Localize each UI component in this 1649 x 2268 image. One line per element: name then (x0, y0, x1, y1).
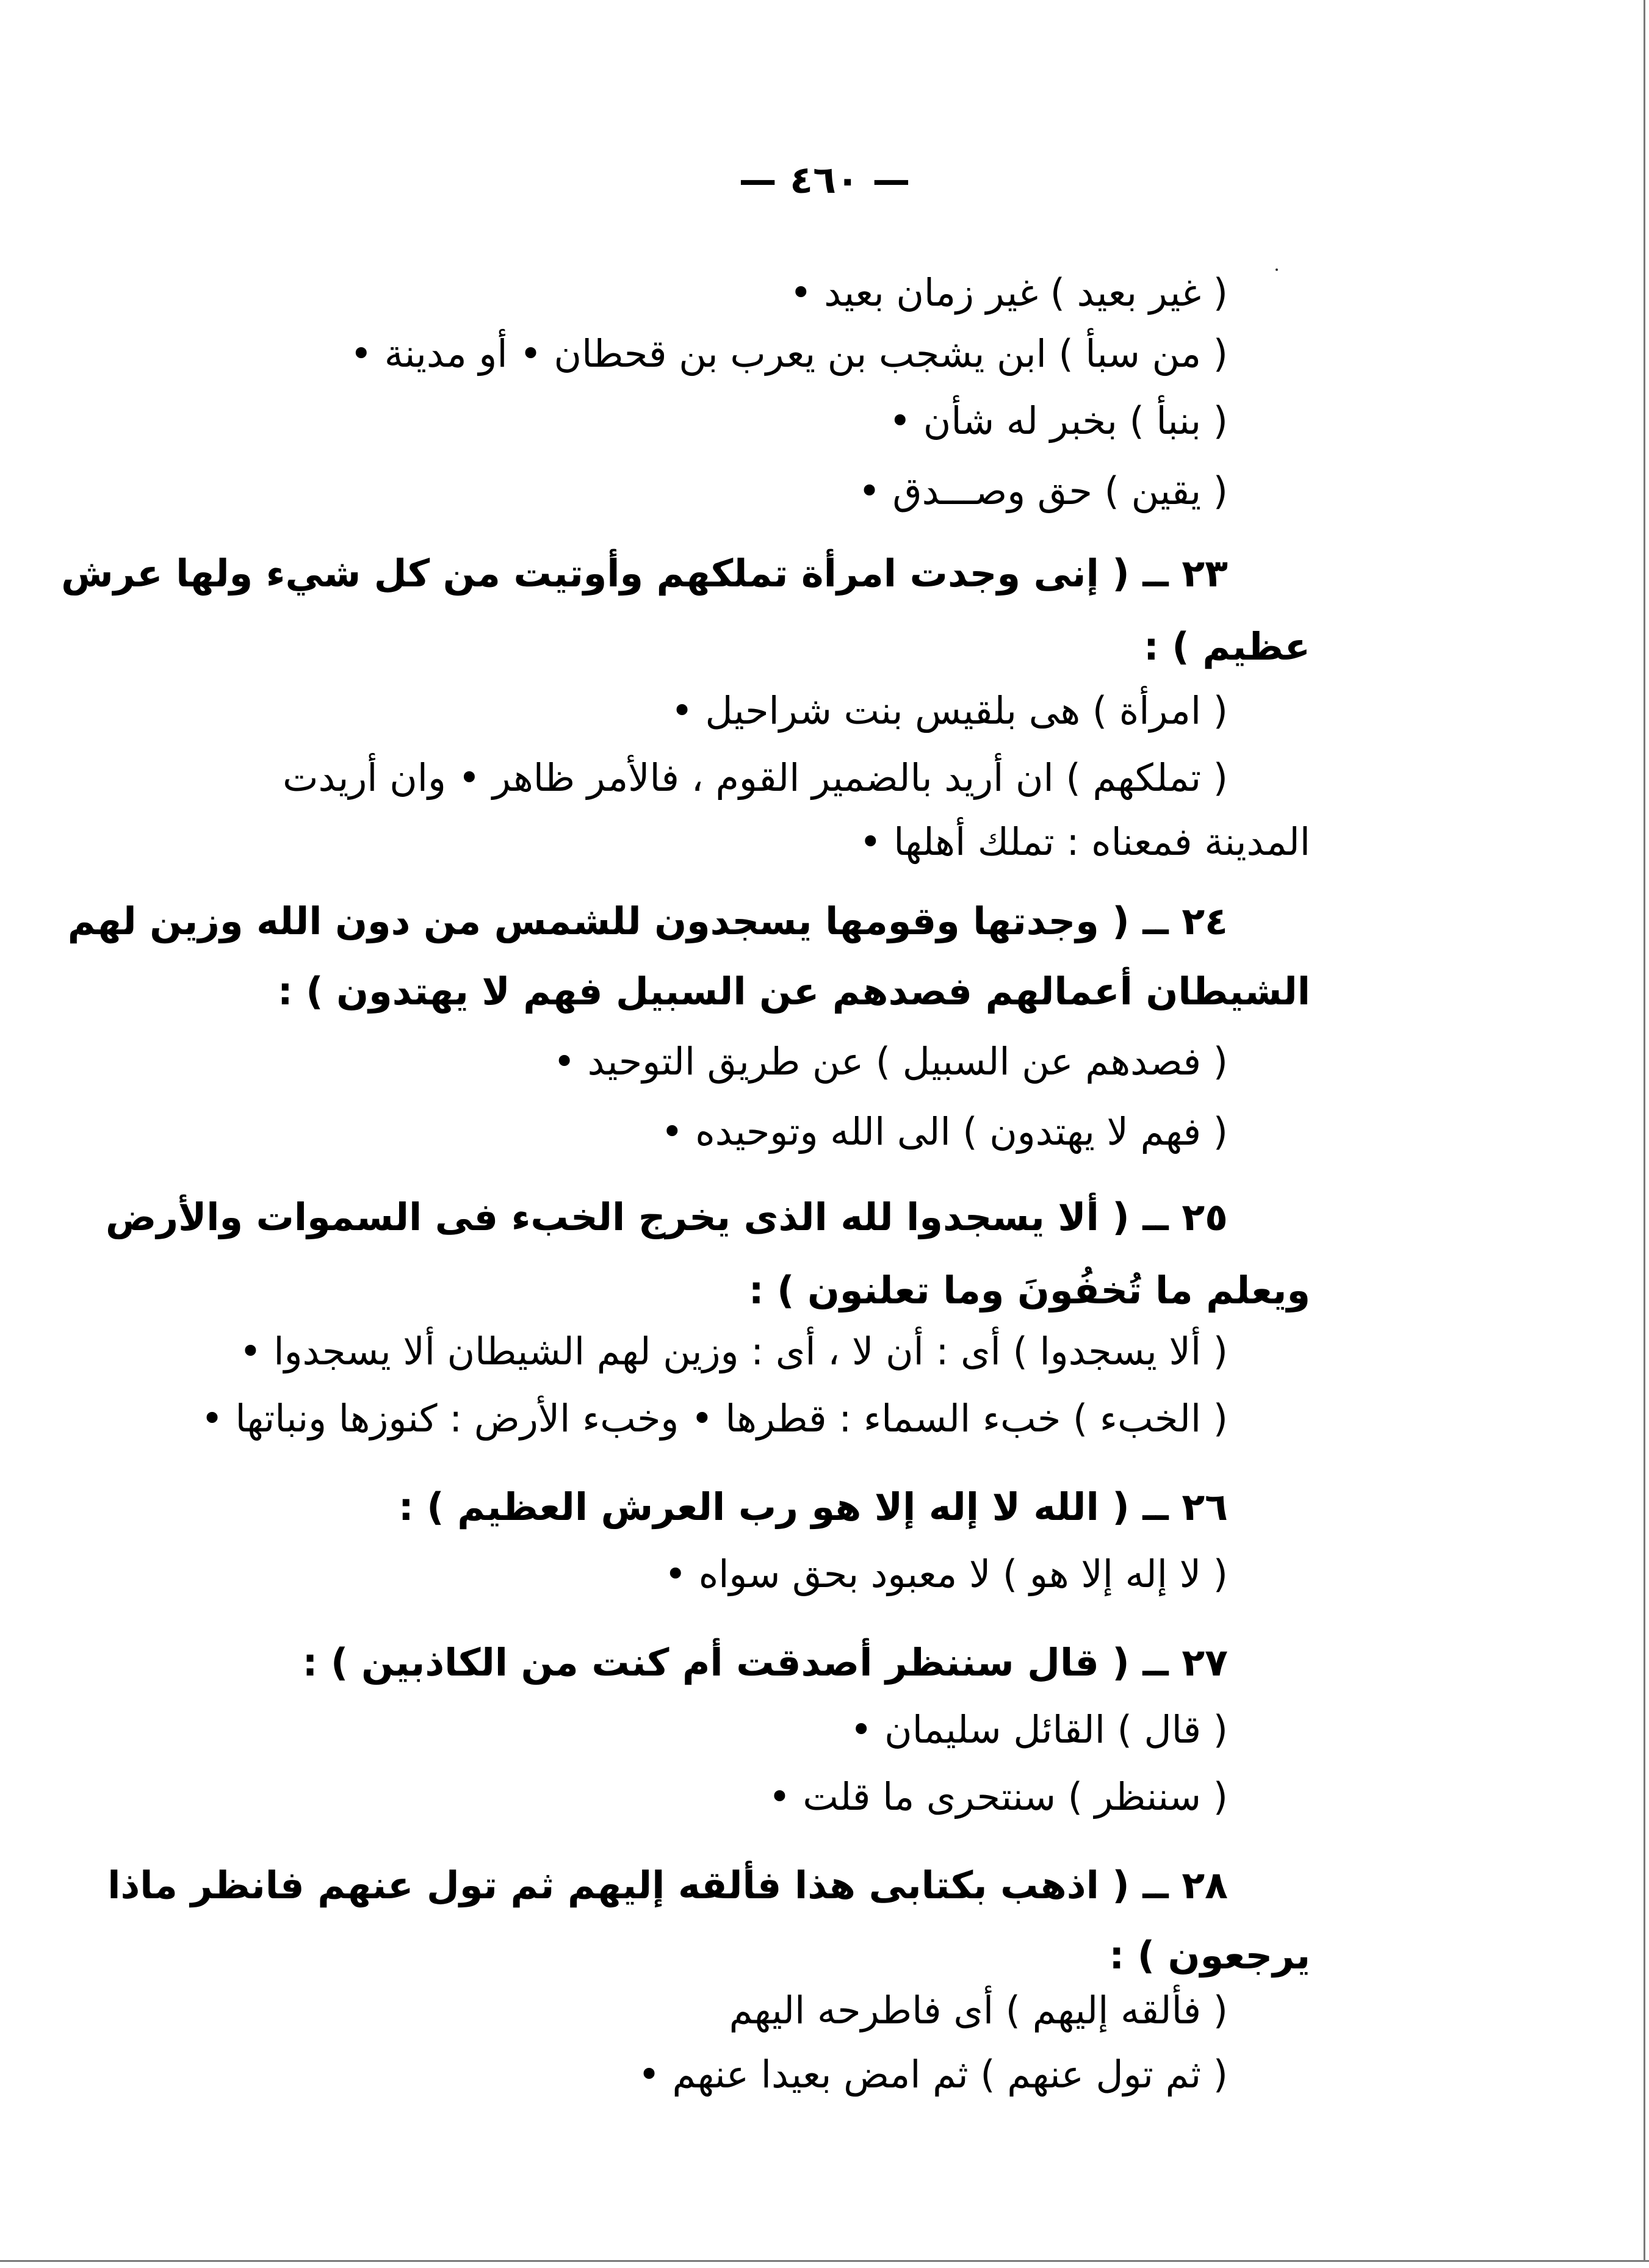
verse-line: ٢٦ ــ ( الله لا إله إلا هو رب العرش العظيم ) : (398, 1485, 1228, 1529)
verse-line: ويعلم ما تُخفُونَ وما تعلنون ) : (748, 1268, 1310, 1312)
gloss-line: ( غير بعيد ) غير زمان بعيد • (790, 270, 1228, 315)
verse-line: يرجعون ) : (1109, 1933, 1310, 1978)
gloss-line: ( تملكهم ) ان أريد بالضمير القوم ، فالأمر ظاهر • وان أريدت (283, 755, 1228, 800)
verse-line: ٢٤ ــ ( وجدتها وقومها يسجدون للشمس من دون الله وزين لهم (67, 899, 1228, 943)
gloss-line: ( فصدهم عن السبيل ) عن طريق التوحيد • (553, 1039, 1228, 1084)
gloss-line: ( الخبء ) خبء السماء : قطرها • وخبء الأرض : كنوزها ونباتها • (201, 1396, 1228, 1441)
verse-line: عظيم ) : (1144, 624, 1310, 669)
page-border-right (1644, 0, 1645, 2261)
gloss-line: ( قال ) القائل سليمان • (850, 1707, 1228, 1752)
gloss-line: ( من سبأ ) ابن يشجب بن يعرب بن قحطان • أو مدينة • (350, 331, 1228, 376)
gloss-line: المدينة فمعناه : تملك أهلها • (859, 819, 1310, 864)
verse-line: ٢٥ ــ ( ألا يسجدوا لله الذى يخرج الخبء فى السموات والأرض (105, 1195, 1228, 1239)
gloss-line: ( ألا يسجدوا ) أى : أن لا ، أى : وزين لهم الشيطان ألا يسجدوا • (239, 1329, 1228, 1373)
verse-line: ٢٨ ــ ( اذهب بكتابى هذا فألقه إليهم ثم تول عنهم فانظر ماذا (107, 1863, 1228, 1907)
page-number: — ٤٦٠ — (738, 157, 911, 202)
gloss-line: ( يقين ) حق وصـــدق • (858, 469, 1228, 513)
page-border-bottom (0, 2260, 1649, 2262)
gloss-line: ( ثم تول عنهم ) ثم امض بعيدا عنهم • (638, 2052, 1228, 2097)
gloss-line: ( فألقه إليهم ) أى فاطرحه اليهم (729, 1988, 1228, 2032)
gloss-line: ( فهم لا يهتدون ) الى الله وتوحيده • (661, 1109, 1228, 1154)
gloss-line: ( لا إله إلا هو ) لا معبود بحق سواه • (664, 1552, 1228, 1596)
verse-line: الشيطان أعمالهم فصدهم عن السبيل فهم لا يهتدون ) : (277, 969, 1310, 1013)
gloss-line: ( امرأة ) هى بلقيس بنت شراحيل • (671, 688, 1228, 733)
gloss-line: ( سننظر ) سنتحرى ما قلت • (768, 1774, 1228, 1819)
scan-speck (1276, 268, 1278, 271)
verse-line: ٢٣ ــ ( إنى وجدت امرأة تملكهم وأوتيت من كل شيء ولها عرش (61, 551, 1228, 596)
verse-line: ٢٧ ــ ( قال سننظر أصدقت أم كنت من الكاذبين ) : (302, 1640, 1228, 1685)
gloss-line: ( بنبأ ) بخبر له شأن • (889, 398, 1228, 443)
